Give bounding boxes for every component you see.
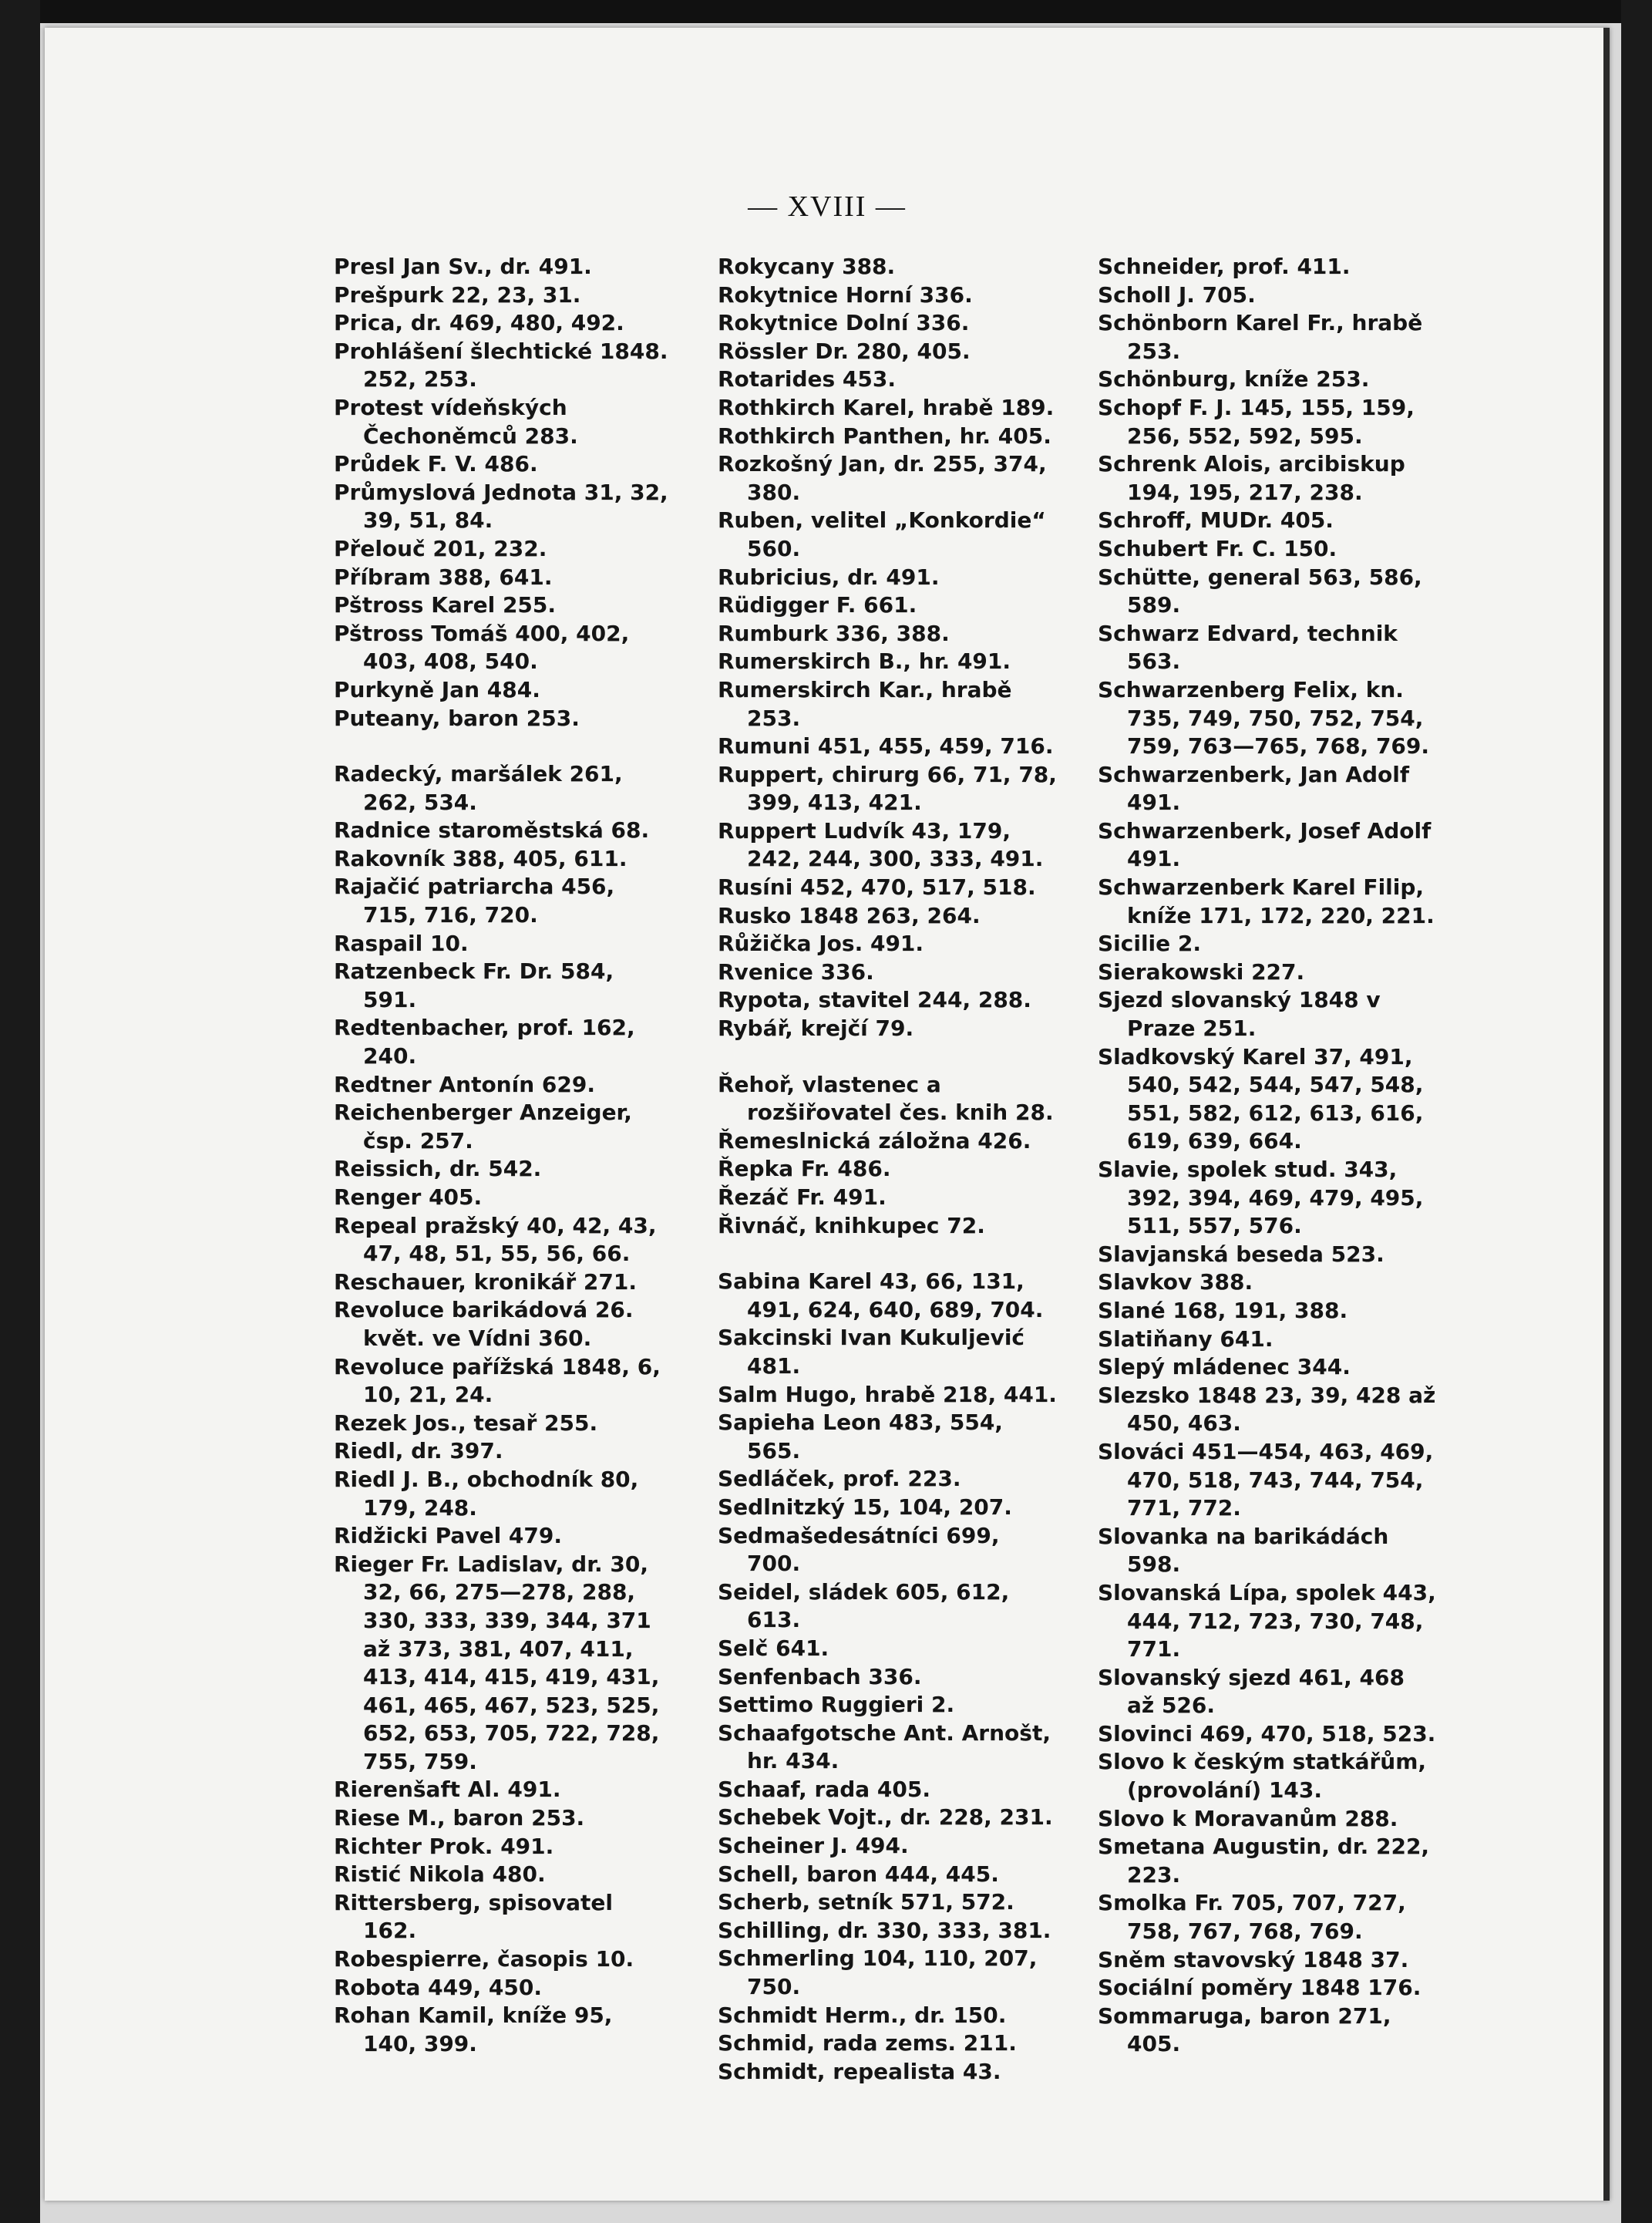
index-entry: Sedmašedesátníci 699, 700. [718,1522,1000,1577]
index-entry: Sociální poměry 1848 176. [1098,1975,1422,2001]
index-entry: Schütte, general 563, 586, 589. [1098,564,1422,618]
index-entry: Selč 641. [718,1635,829,1661]
index-entry: Schebek Vojt., dr. 228, 231. [718,1804,1053,1831]
scan-border-top [0,0,1652,23]
index-entry: Robespierre, časopis 10. [334,1946,634,1972]
index-entry: Schönborn Karel Fr., hrabě 253. [1098,310,1423,364]
index-entry: Rumerskirch Kar., hrabě 253. [718,676,1012,731]
index-entry: Růžička Jos. 491. [718,931,924,957]
index-entry: Radecký, maršálek 261, 262, 534. [334,761,623,815]
index-entry: Ruppert Ludvík 43, 179, 242, 244, 300, 333, 491. [718,817,1044,872]
index-entry: Redtner Antonín 629. [334,1071,595,1097]
index-entry: Schwarzenberk, Jan Adolf 491. [1098,761,1410,816]
index-entry: Rokycany 388. [718,254,896,279]
index-entry: Schaafgotsche Ant. Arnošt, hr. 434. [718,1719,1051,1774]
index-entry: Sabina Karel 43, 66, 131, 491, 624, 640, 689, 704. [718,1268,1044,1322]
index-entry: Sapieha Leon 483, 554, 565. [718,1410,1003,1463]
index-entry: Ruben, velitel „Konkordie“ 560. [718,507,1046,561]
index-entry: Schwarzenberk, Josef Adolf 491. [1098,817,1432,872]
index-entry: Renger 405. [334,1184,483,1210]
index-entry: Ruppert, chirurg 66, 71, 78, 399, 413, 421. [718,761,1057,816]
index-entry: Rierenšaft Al. 491. [334,1777,561,1803]
index-entry: Řehoř, vlastenec a rozšiřovatel čes. knih 28. [718,1071,1054,1126]
index-entry: Protest vídeňských Čechoněmců 283. [334,394,578,449]
index-entry: Slovo k českým statkářům, (provolání) 143. [1098,1749,1427,1804]
index-entry: Rittersberg, spisovatel 162. [334,1889,613,1944]
index-entry: Řemeslnická záložna 426. [718,1127,1031,1154]
index-entry: Schilling, dr. 330, 333, 381. [718,1917,1051,1943]
index-entry: Schwarzenberk Karel Filip, kníže 171, 172, 220, 221. [1098,874,1435,928]
index-entry: Řepka Fr. 486. [718,1156,891,1182]
index-entry: Slovo k Moravanům 288. [1098,1805,1398,1831]
index-entry: Redtenbacher, prof. 162, 240. [334,1015,635,1069]
index-entry: Sedlnitzký 15, 104, 207. [718,1494,1012,1520]
index-column-2 [718,253,1057,2086]
index-entry: Rybář, krejčí 79. [718,1016,914,1042]
index-entry: Senfenbach 336. [718,1663,922,1689]
index-entry: Rüdigger F. 661. [718,592,917,618]
index-entry: Schmidt, repealista 43. [718,2058,1001,2084]
index-entry: Schrenk Alois, arcibiskup 194, 195, 217, 238. [1098,451,1405,505]
page-number: — XVIII — [748,190,907,223]
index-entry: Raspail 10. [334,930,469,956]
index-entry: Rusíni 452, 470, 517, 518. [718,874,1036,901]
index-entry: Rumuni 451, 455, 459, 716. [718,733,1054,760]
index-entry: Puteany, baron 253. [334,705,580,731]
index-entry: Ratzenbeck Fr. Dr. 584, 591. [334,958,614,1012]
index-entry: Rypota, stavitel 244, 288. [718,987,1031,1013]
index-entry: Schroff, MUDr. 405. [1098,507,1334,534]
index-entry: Robota 449, 450. [334,1974,543,2000]
index-entry: Presl Jan Sv., dr. 491. [334,254,592,279]
index-entry: Smolka Fr. 705, 707, 727, 758, 767, 768, 769. [1098,1890,1406,1945]
index-entry: Slováci 451—454, 463, 469, 470, 518, 743, 744, 754, 771, 772. [1098,1438,1434,1521]
index-entry: Smetana Augustin, dr. 222, 223. [1098,1834,1430,1888]
index-entry: Salm Hugo, hrabě 218, 441. [718,1381,1057,1407]
index-entry: Scheiner J. 494. [718,1833,909,1859]
index-entry: Schwarzenberg Felix, kn. 735, 749, 750, 752, 754, 759, 763—765, 768, 769. [1098,676,1430,760]
section-gap [718,1043,1057,1071]
section-gap [718,1240,1057,1268]
index-entry: Revoluce pařížská 1848, 6, 10, 21, 24. [334,1353,661,1408]
index-entry: Rieger Fr. Ladislav, dr. 30, 32, 66, 275—278, 288, 330, 333, 339, 344, 371 až 373, 381, 407, 411, 413, 414, 415, 419, 431, 461, 465, 467, 523, 525, 652, 653, 705, 722, 728, 755, 759. [334,1551,660,1774]
index-entry: Rothkirch Karel, hrabě 189. [718,394,1055,420]
index-entry: Sommaruga, baron 271, 405. [1098,2002,1391,2057]
index-entry: Schaaf, rada 405. [718,1776,930,1802]
index-entry: Scherb, setník 571, 572. [718,1889,1014,1915]
index-entry: Richter Prok. 491. [334,1833,554,1859]
index-entry: Schmidt Herm., dr. 150. [718,2002,1007,2028]
index-entry: Sakcinski Ivan Kukuljević 481. [718,1325,1025,1379]
index-entry: Rohan Kamil, kníže 95, 140, 399. [334,2002,613,2056]
index-entry: Schönburg, kníže 253. [1098,366,1370,392]
index-entry: Seidel, sládek 605, 612, 613. [718,1578,1010,1633]
index-entry: Schell, baron 444, 445. [718,1861,999,1887]
index-entry: Rumburk 336, 388. [718,620,950,646]
index-entry: Prica, dr. 469, 480, 492. [334,310,624,336]
index-entry: Rvenice 336. [718,958,874,985]
index-entry: Rubricius, dr. 491. [718,564,940,590]
index-entry: Průmyslová Jednota 31, 32, 39, 51, 84. [334,479,668,534]
index-entry: Slané 168, 191, 388. [1098,1297,1348,1323]
index-entry: Rozkošný Jan, dr. 255, 374, 380. [718,451,1047,505]
index-entry: Riedl, dr. 397. [334,1438,503,1464]
index-entry: Riese M., baron 253. [334,1805,585,1831]
index-entry: Ristić Nikola 480. [334,1861,546,1888]
index-entry: Rezek Jos., tesař 255. [334,1410,598,1436]
document-page [45,28,1610,2201]
index-entry: Sladkovský Karel 37, 491, 540, 542, 544, 547, 548, 551, 582, 612, 613, 616, 619, 639, 664. [1098,1043,1424,1154]
index-entry: Řezáč Fr. 491. [718,1184,887,1210]
index-entry: Slatiňany 641. [1098,1325,1273,1352]
index-entry: Schmid, rada zems. 211. [718,2030,1017,2056]
index-entry: Sicilie 2. [1098,931,1202,957]
index-entry: Purkyně Jan 484. [334,676,540,702]
index-entry: Rokytnice Dolní 336. [718,310,970,336]
index-entry: Slezsko 1848 23, 39, 428 až 450, 463. [1098,1382,1436,1437]
index-entry: Rothkirch Panthen, hr. 405. [718,423,1051,449]
index-entry: Prohlášení šlechtické 1848. 252, 253. [334,338,668,392]
index-entry: Řivnáč, knihkupec 72. [718,1212,985,1238]
index-entry: Příbram 388, 641. [334,564,553,590]
index-entry: Slavkov 388. [1098,1269,1253,1295]
index-column-3 [1098,253,1437,2059]
index-entry: Sedláček, prof. 223. [718,1466,961,1492]
index-entry: Rakovník 388, 405, 611. [334,845,627,871]
index-column-1 [334,253,673,2058]
index-entry: Revoluce barikádová 26. květ. ve Vídni 360. [334,1297,634,1351]
index-entry: Slavjanská beseda 523. [1098,1241,1385,1267]
index-entry: Rössler Dr. 280, 405. [718,338,971,364]
index-entry: Reschauer, kronikář 271. [334,1268,637,1295]
index-entry: Schubert Fr. C. 150. [1098,535,1337,561]
index-entry: Reichenberger Anzeiger, čsp. 257. [334,1100,632,1154]
index-entry: Slovinci 469, 470, 518, 523. [1098,1720,1436,1746]
index-entry: Radnice staroměstská 68. [334,817,650,844]
index-entry: Rotarides 453. [718,366,897,392]
index-entry: Sierakowski 227. [1098,958,1305,985]
index-entry: Repeal pražský 40, 42, 43, 47, 48, 51, 55, 56, 66. [334,1212,657,1267]
index-entry: Scholl J. 705. [1098,281,1256,308]
index-entry: Slovanka na barikádách 598. [1098,1523,1389,1578]
page-edge-shadow [1603,28,1610,2201]
scan-border-left [0,0,40,2223]
index-entry: Slavie, spolek stud. 343, 392, 394, 469, 479, 495, 511, 557, 576. [1098,1157,1424,1239]
index-entry: Rajačić patriarcha 456, 715, 716, 720. [334,874,615,928]
index-entry: Rokytnice Horní 336. [718,281,973,308]
index-entry: Schneider, prof. 411. [1098,254,1351,279]
index-entry: Settimo Ruggieri 2. [718,1692,955,1718]
index-entry: Reissich, dr. 542. [334,1156,542,1182]
index-entry: Pštross Tomáš 400, 402, 403, 408, 540. [334,620,630,675]
index-entry: Slovanský sjezd 461, 468 až 526. [1098,1664,1405,1719]
index-entry: Prešpurk 22, 23, 31. [334,281,581,308]
index-entry: Schopf F. J. 145, 155, 159, 256, 552, 592, 595. [1098,394,1415,449]
index-entry: Slovanská Lípa, spolek 443, 444, 712, 723, 730, 748, 771. [1098,1579,1436,1662]
index-entry: Rusko 1848 263, 264. [718,902,981,928]
index-entry: Průdek F. V. 486. [334,451,538,477]
index-entry: Pštross Karel 255. [334,592,557,618]
index-entry: Sjezd slovanský 1848 v Praze 251. [1098,987,1381,1042]
index-entry: Ridžicki Pavel 479. [334,1523,562,1549]
index-entry: Schwarz Edvard, technik 563. [1098,620,1398,675]
index-entry: Sněm stavovský 1848 37. [1098,1946,1409,1972]
index-entry: Slepý mládenec 344. [1098,1354,1351,1380]
index-entry: Rumerskirch B., hr. 491. [718,648,1011,675]
scan-border-right [1621,0,1652,2223]
index-entry: Riedl J. B., obchodník 80, 179, 248. [334,1466,639,1521]
section-gap [334,733,673,760]
index-entry: Přelouč 201, 232. [334,535,547,561]
index-entry: Schmerling 104, 110, 207, 750. [718,1945,1038,2000]
